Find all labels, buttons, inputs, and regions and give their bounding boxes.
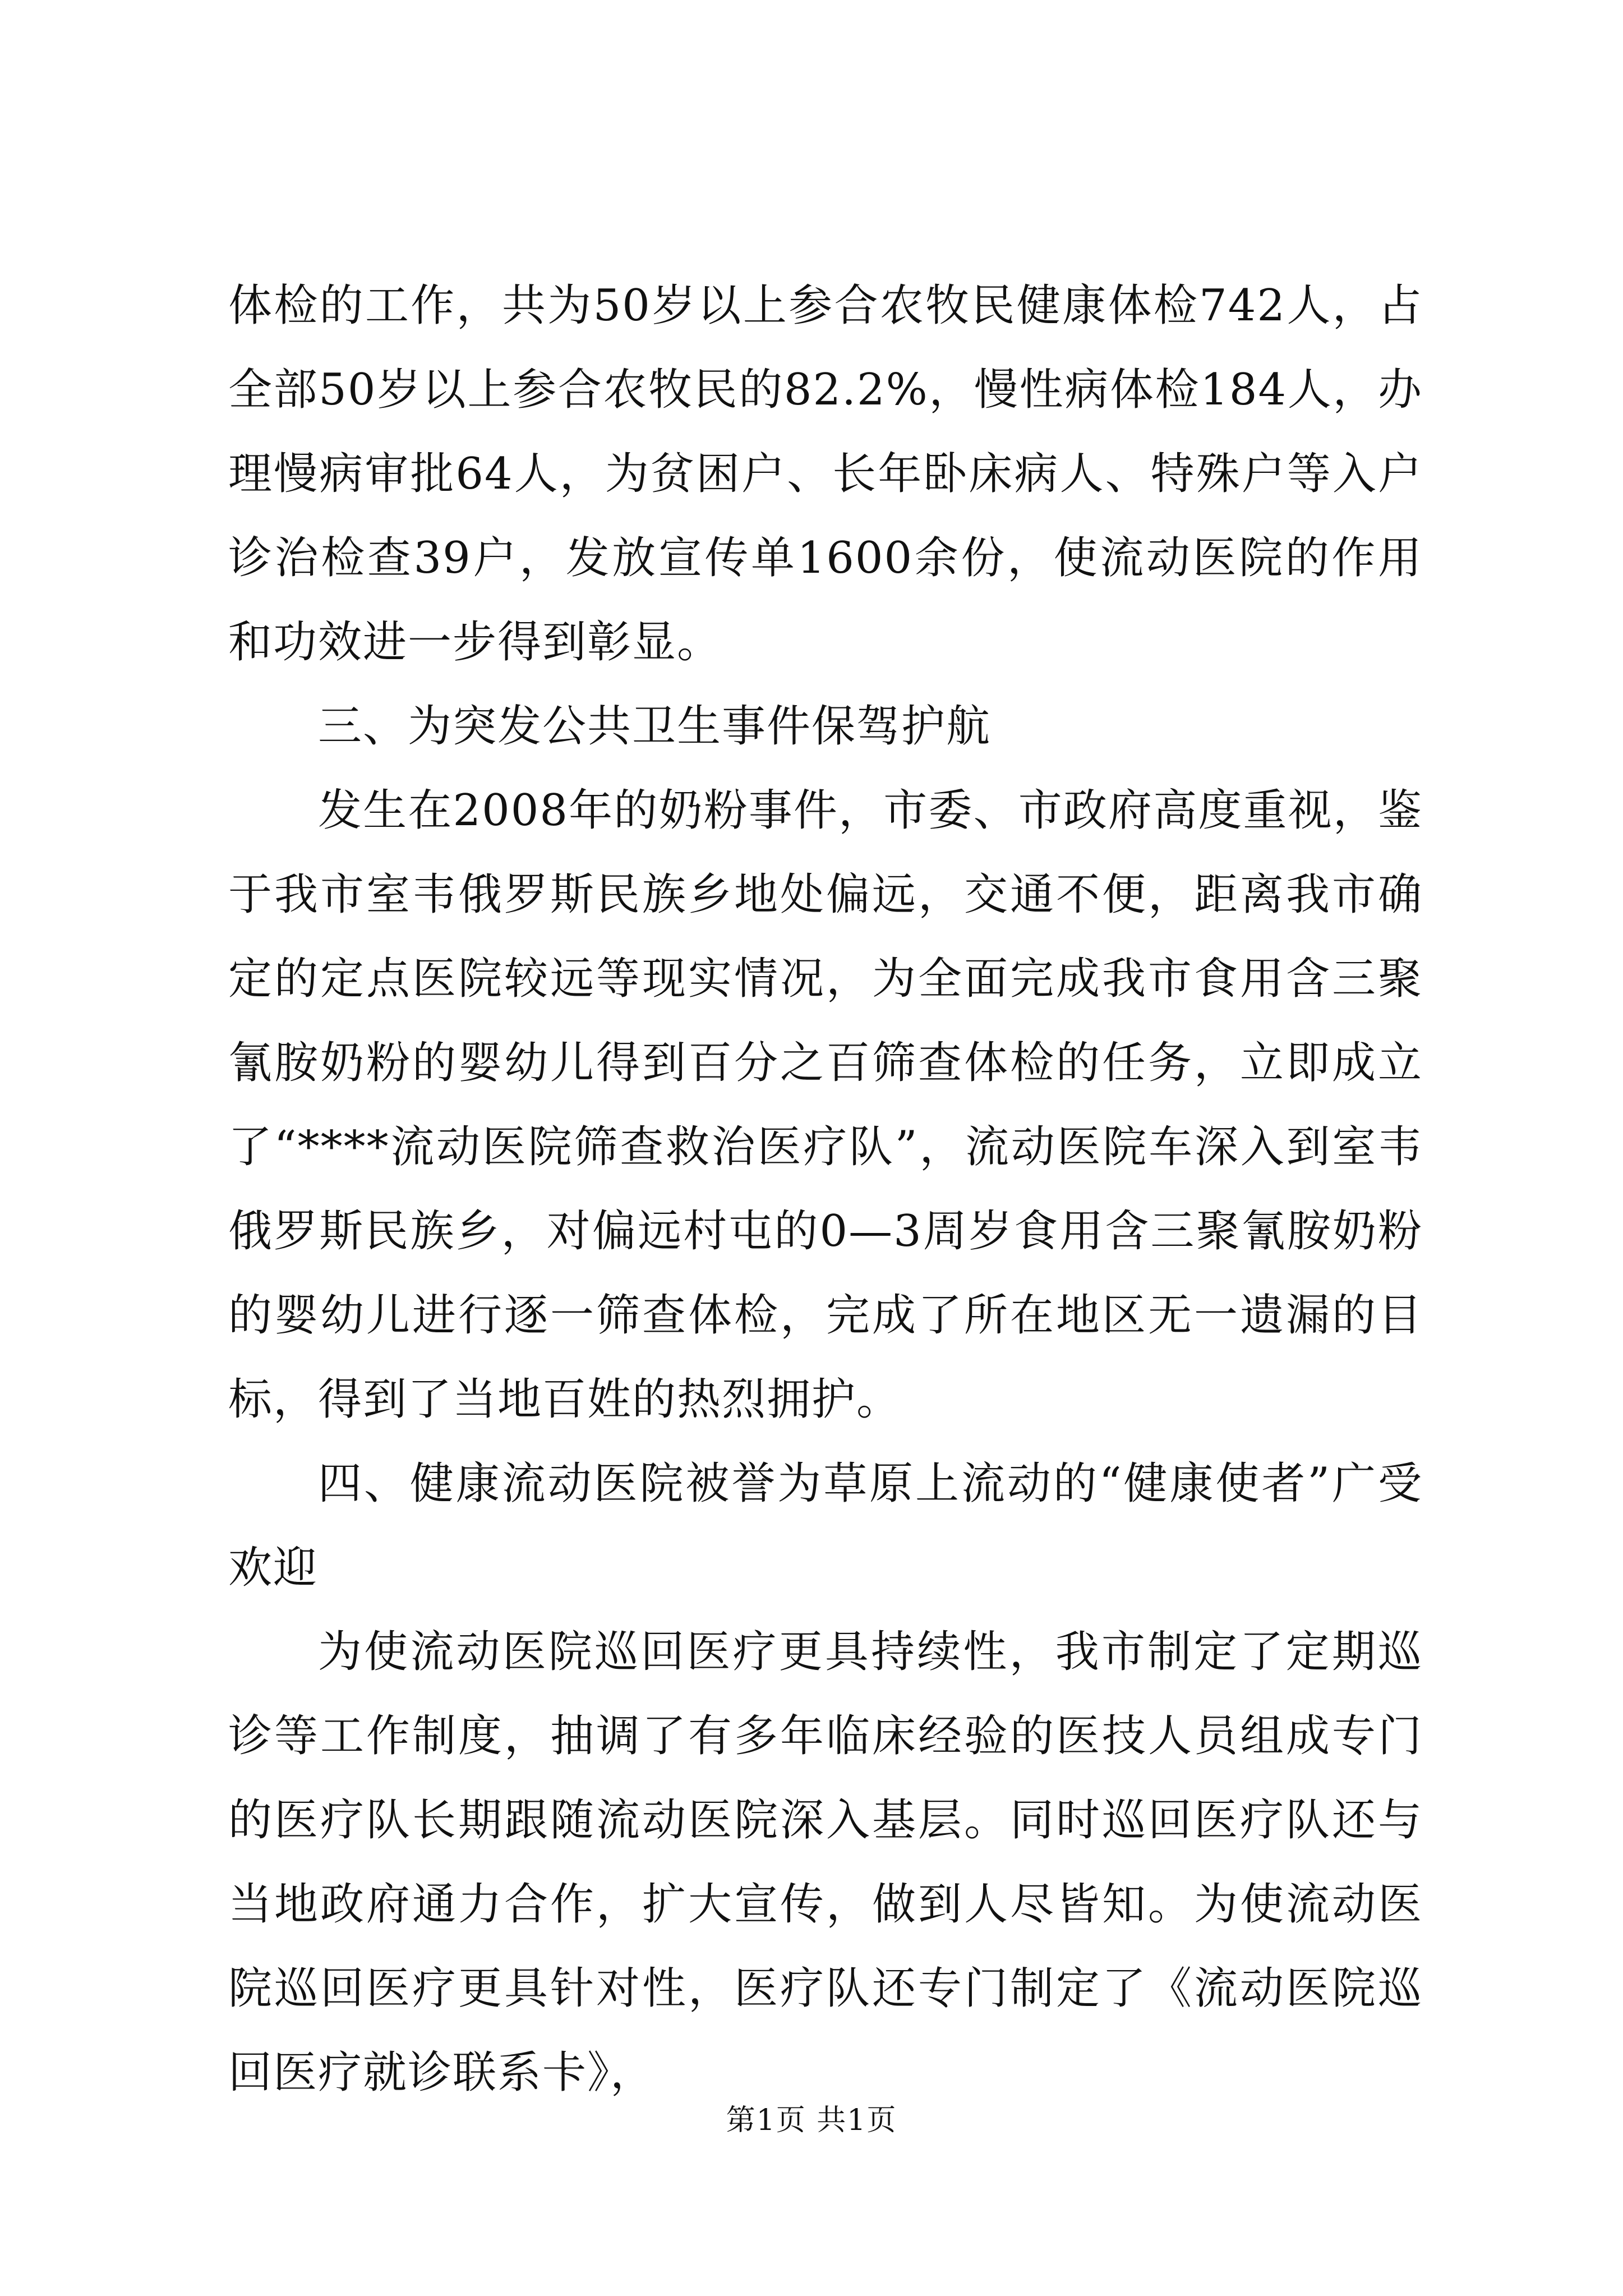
document-body bbox=[228, 264, 1423, 2115]
page-footer: 第1页 共1页 bbox=[726, 2104, 897, 2137]
section-heading-4: 四、健康流动医院被誉为草原上流动的“健康使者”广受欢迎 bbox=[228, 1458, 1423, 1593]
paragraph-continuation: 体检的工作，共为50岁以上参合农牧民健康体检742人，占全部50岁以上参合农牧民的82.2%，慢性病体检184人，办理慢病审批64人，为贫困户、长年卧床病人、特殊户等入户诊治检查39户，发放宣传单1600余份，使流动医院的作用和功效进一步得到彰显。 bbox=[228, 280, 1423, 668]
section-heading-3: 三、为突发公共卫生事件保驾护航 bbox=[318, 701, 992, 752]
paragraph-milk-powder-event: 发生在2008年的奶粉事件，市委、市政府高度重视，鉴于我市室韦俄罗斯民族乡地处偏远，交通不便，距离我市确定的定点医院较远等现实情况，为全面完成我市食用含三聚氰胺奶粉的婴幼儿得到百分之百筛查体检的任务，立即成立了“****流动医院筛查救治医疗队”，流动医院车深入到室韦俄罗斯民族乡，对偏远村屯的0—3周岁食用含三聚氰胺奶粉的婴幼儿进行逐一筛查体检，完成了所在地区无一遗漏的目标，得到了当地百姓的热烈拥护。 bbox=[228, 785, 1423, 1425]
paragraph-mobile-clinic: 为使流动医院巡回医疗更具持续性，我市制定了定期巡诊等工作制度，抽调了有多年临床经验的医技人员组成专门的医疗队长期跟随流动医院深入基层。同时巡回医疗队还与当地政府通力合作，扩大宣传，做到人尽皆知。为使流动医院巡回医疗更具针对性，医疗队还专门制定了《流动医院巡回医疗就诊联系卡》， bbox=[228, 1627, 1423, 2098]
